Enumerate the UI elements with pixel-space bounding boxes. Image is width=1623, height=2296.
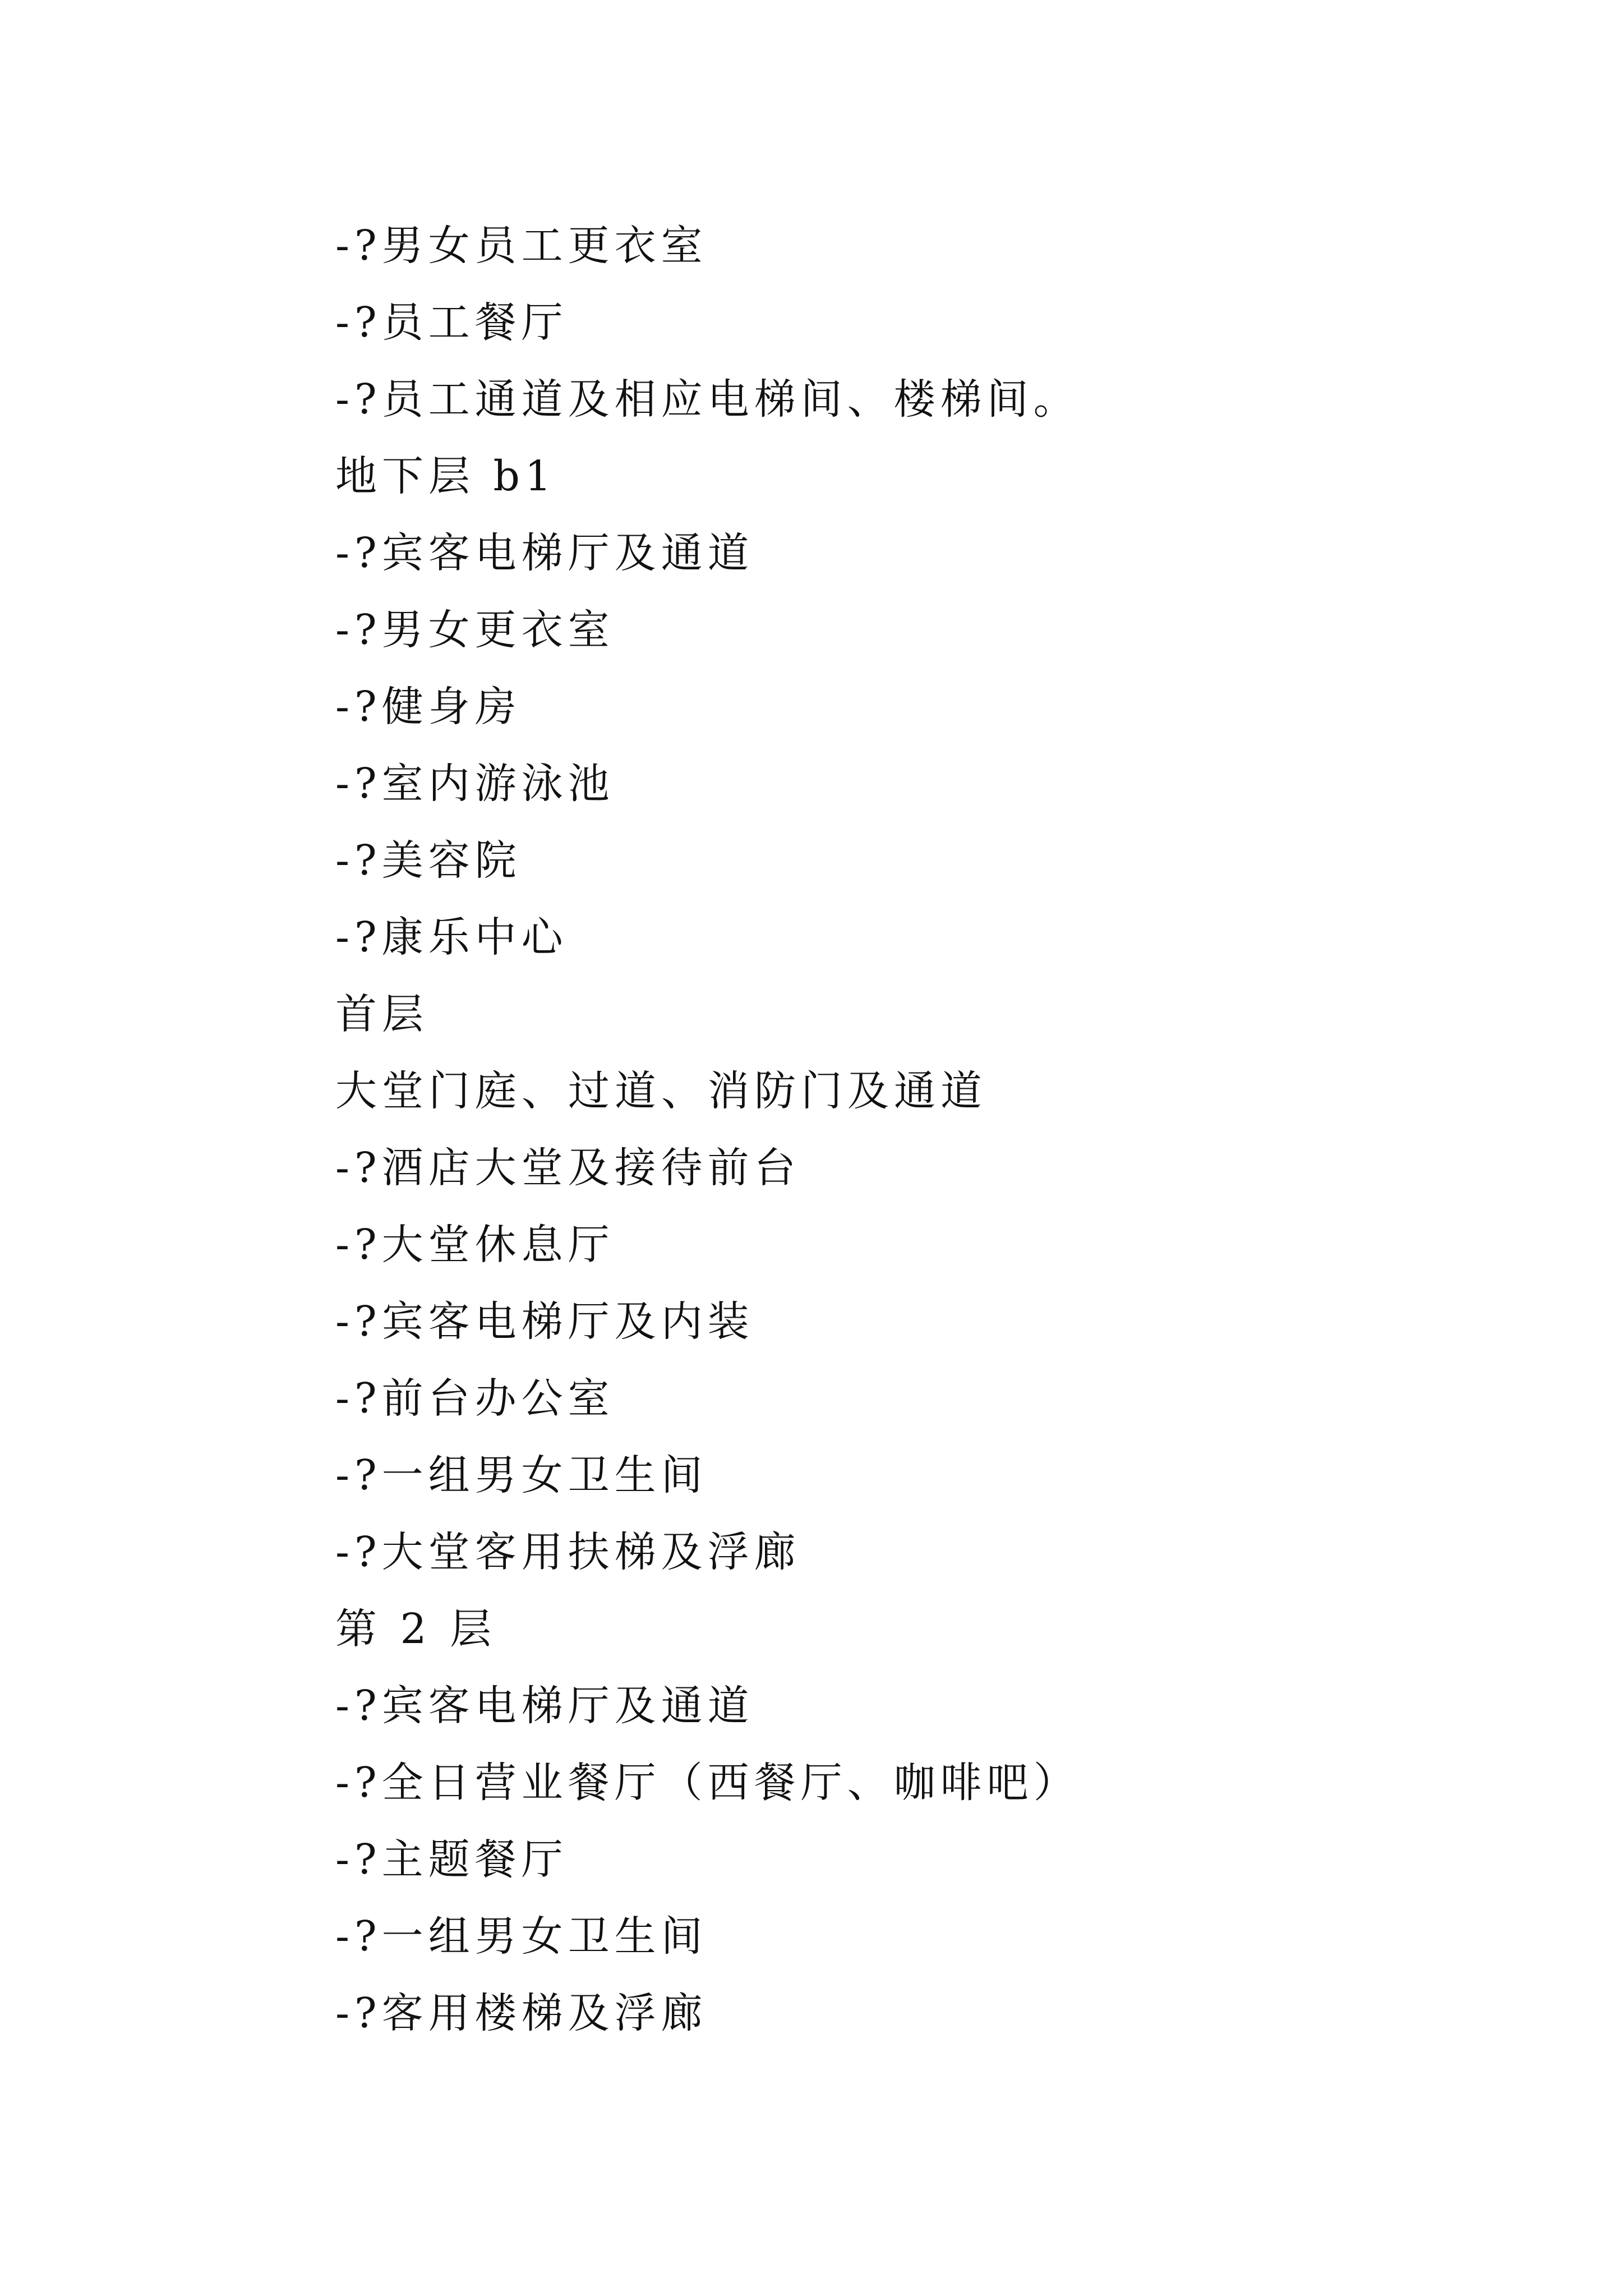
list-item-lobby-lounge: -?大堂休息厅 [335, 1221, 615, 1269]
list-item-locker-room: -?男女更衣室 [335, 606, 615, 654]
list-item-guest-elevator-hall: -?宾客电梯厅及通道 [335, 529, 754, 577]
list-item-indoor-pool: -?室内游泳池 [335, 760, 615, 808]
list-item-staff-canteen: -?员工餐厅 [335, 298, 568, 347]
list-item-guest-elevator-hall-2: -?宾客电梯厅及通道 [335, 1682, 754, 1730]
list-item-staff-passage: -?员工通道及相应电梯间、楼梯间。 [335, 375, 1080, 424]
list-item-restrooms: -?一组男女卫生间 [335, 1451, 708, 1499]
list-item-recreation-center: -?康乐中心 [335, 913, 568, 961]
list-item-hotel-lobby-reception: -?酒店大堂及接待前台 [335, 1144, 801, 1192]
list-item-front-office: -?前台办公室 [335, 1374, 615, 1423]
list-item-theme-restaurant: -?主题餐厅 [335, 1835, 568, 1884]
list-item-lobby-entrance: 大堂门庭、过道、消防门及通道 [335, 1067, 987, 1115]
list-item-staff-locker-room: -?男女员工更衣室 [335, 222, 708, 270]
list-item-guest-elevator-interior: -?宾客电梯厅及内装 [335, 1297, 754, 1346]
section-heading-ground-floor: 首层 [335, 990, 428, 1038]
list-item-beauty-salon: -?美容院 [335, 836, 522, 885]
section-heading-floor-2: 第 2 层 [335, 1605, 497, 1653]
list-item-gym: -?健身房 [335, 683, 522, 731]
list-item-all-day-dining: -?全日营业餐厅（西餐厅、咖啡吧） [335, 1759, 1080, 1807]
list-item-guest-stairs: -?客用楼梯及浮廊 [335, 1989, 708, 2037]
list-item-restrooms-2: -?一组男女卫生间 [335, 1912, 708, 1961]
document-body [335, 208, 1513, 2052]
section-heading-basement-b1: 地下层 b1 [335, 452, 556, 500]
list-item-lobby-escalator: -?大堂客用扶梯及浮廊 [335, 1528, 801, 1576]
